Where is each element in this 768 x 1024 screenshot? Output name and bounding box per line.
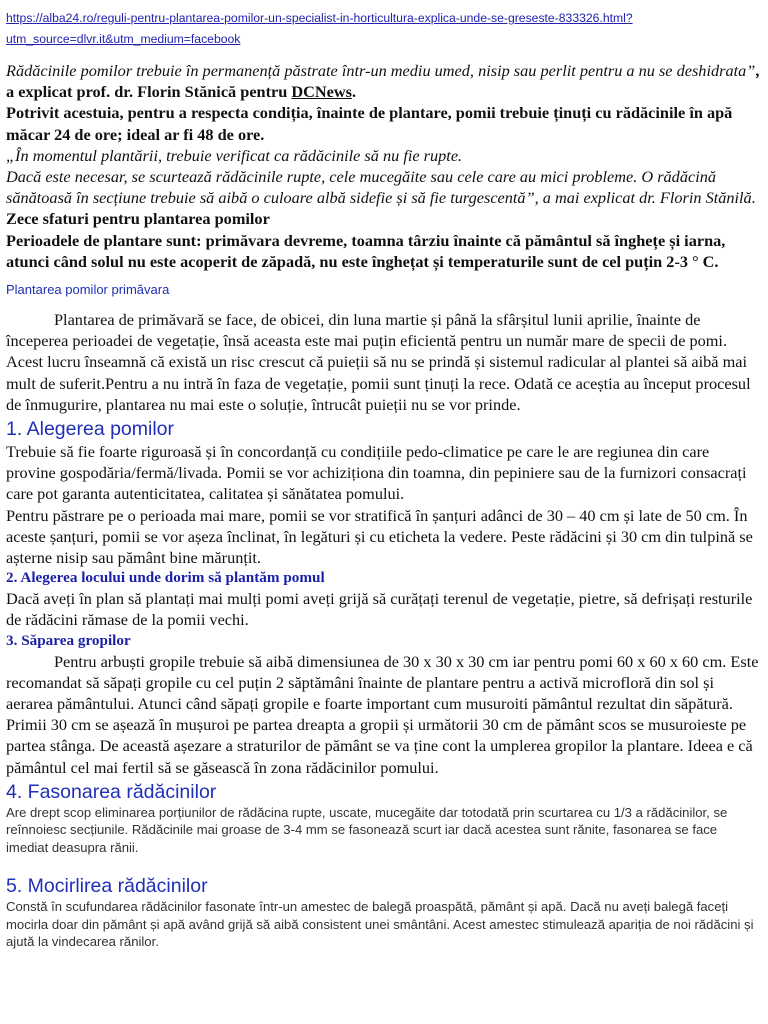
- intro-quote-paragraph: [6, 60, 762, 102]
- intro-paragraph-3: „În momentul plantării, trebuie verificat ca rădăcinile să nu fie rupte.: [6, 145, 463, 165]
- section-2-heading: 2. Alegerea locului unde dorim să plantăm pomul: [6, 569, 325, 587]
- section-3-paragraph: Pentru arbuști gropile trebuie să aibă dimensiunea de 30 x 30 x 30 cm iar pentru pomi 60 x 60 x 60 cm. Este recomandat să săpați gropile cu cel puțin 2 săptămâni înainte de plantare pentru a activă microfloră din sol și aerarea pământului. Atunci când săpați gropile e foarte important cum musuroiti pământul rezultat din săpătură. Primii 30 cm se așează în mușuroi pe partea dreapta a gropii și următorii 30 cm de pământ scos se musuroieste pe partea stânga. De această așezare a straturilor de pământ se va ține cont la umplerea gropilor la plantare. Ideea e că pământul cel mai fertil să se găsească în zona rădăcinilor pomului.: [6, 651, 759, 777]
- ten-tips-heading: Zece sfaturi pentru plantarea pomilor: [6, 209, 270, 229]
- intro-paragraph-4: Dacă este necesar, se scurtează rădăcinile rupte, cele mucegăite sau cele care au mici probleme. O rădăcină sănătoasă în secțiune trebuie să aibă o culoare albă sidefie și să fie turgescentă”, a mai explicat dr. Florin Stănilă.: [6, 167, 756, 208]
- planting-periods-paragraph: Perioadele de plantare sunt: primăvara devreme, toamna târziu înainte că pământul să înghețe și iarna, atunci când solul nu este acoperit de zăpadă, nu este înghețat și temperaturile sunt de cel puțin 2-3 ° C.: [6, 230, 726, 271]
- source-url[interactable]: [6, 8, 762, 50]
- section-4-heading: 4. Fasonarea rădăcinilor: [6, 780, 217, 803]
- section-5-heading: 5. Mocirlirea rădăcinilor: [6, 875, 208, 898]
- source-url-line-1[interactable]: https://alba24.ro/reguli-pentru-plantarea-pomilor-un-specialist-in-horticultura-explica-unde-se-greseste-833326.html?: [6, 11, 633, 25]
- intro-source-link[interactable]: DCNews: [291, 82, 352, 102]
- section-3-heading: 3. Săparea gropilor: [6, 631, 131, 649]
- intro-quote-end: .: [351, 82, 357, 102]
- section-5-paragraph: Constă în scufundarea rădăcinilor fasonate într-un amestec de balegă proaspătă, pământ și apă. Dacă nu aveți balegă faceți mocirla doar din pământ și apă având grijă să aibă consistent unei smântâni. Acest amestec stimulează apariția de noi rădăcini și ajută la vindecarea rănilor.: [6, 899, 754, 950]
- source-url-line-2[interactable]: utm_source=dlvr.it&utm_medium=facebook: [6, 32, 241, 46]
- spring-planting-heading: Plantarea pomilor primăvara: [6, 282, 170, 298]
- spring-planting-paragraph: Plantarea de primăvară se face, de obicei, din luna martie și până la sfârșitul lunii aprilie, înainte de începerea perioadei de vegetație, însă aceasta este mai puțin eficientă pentru un număr mare de specii de pomi. Acest lucru înseamnă că există un risc crescut că puieții să nu se prindă și sistemul radicular al plantei să aibă mai mult de suferit.Pentru a nu intră în faza de vegetație, pomii sunt ținuți la rece. Odată ce aceștia au început procesul de înmugurire, plantarea nu mai este o soluție, întrucât puieții nu se vor prinde.: [6, 310, 751, 414]
- section-4-paragraph: Are drept scop eliminarea porțiunilor de rădăcina rupte, uscate, mucegăite dar totodată prin scurtarea cu 1/3 a rădăcinilor, se reînnoiesc secțiunile. Rădăcinile mai groase de 3-4 mm se fasonează scurt iar dacă acestea sunt rănite, fasonarea se face imediat deasupra rănii.: [6, 804, 728, 855]
- section-1-paragraph-1: Trebuie să fie foarte riguroasă și în concordanță cu condițiile pedo-climatice pe care le are regiunea din care provine gospodăria/fermă/livada. Pomii se vor achiziționa din toamna, din pepiniere sau de la furnizori consacrați care pot garanta autenticitatea, calitatea și sănătatea pomului.: [6, 442, 747, 504]
- document-page: [6, 0, 762, 951]
- intro-attribution: , a explicat prof. dr. Florin Stănică pentru: [6, 61, 760, 102]
- section-2-paragraph: Dacă aveți în plan să plantați mai mulți pomi aveți grijă să curățați terenul de vegetație, pietre, să defrișați resturile de rădăcini rămase de la pomii vechi.: [6, 589, 753, 630]
- intro-paragraph-2: Potrivit acestuia, pentru a respecta condiția, înainte de plantare, pomii trebuie ținuți cu rădăcinile în apă măcar 24 de ore; ideal ar fi 48 de ore.: [6, 103, 733, 144]
- section-1-paragraph-2: Pentru păstrare pe o perioada mai mare, pomii se vor stratifică în șanțuri adânci de 30 – 40 cm și late de 50 cm. În aceste șanțuri, pomii se vor așeza înclinat, în legături și cu eticheta la vedere. Peste rădăcini și 30 cm din tulpină se așterne nisip sau pământ bine mărunțit.: [6, 505, 753, 568]
- intro-quote: Rădăcinile pomilor trebuie în permanență păstrate într-un mediu umed, nisip sau perlit pentru a nu se deshidrata”: [6, 61, 756, 80]
- section-1-heading: 1. Alegerea pomilor: [6, 418, 175, 441]
